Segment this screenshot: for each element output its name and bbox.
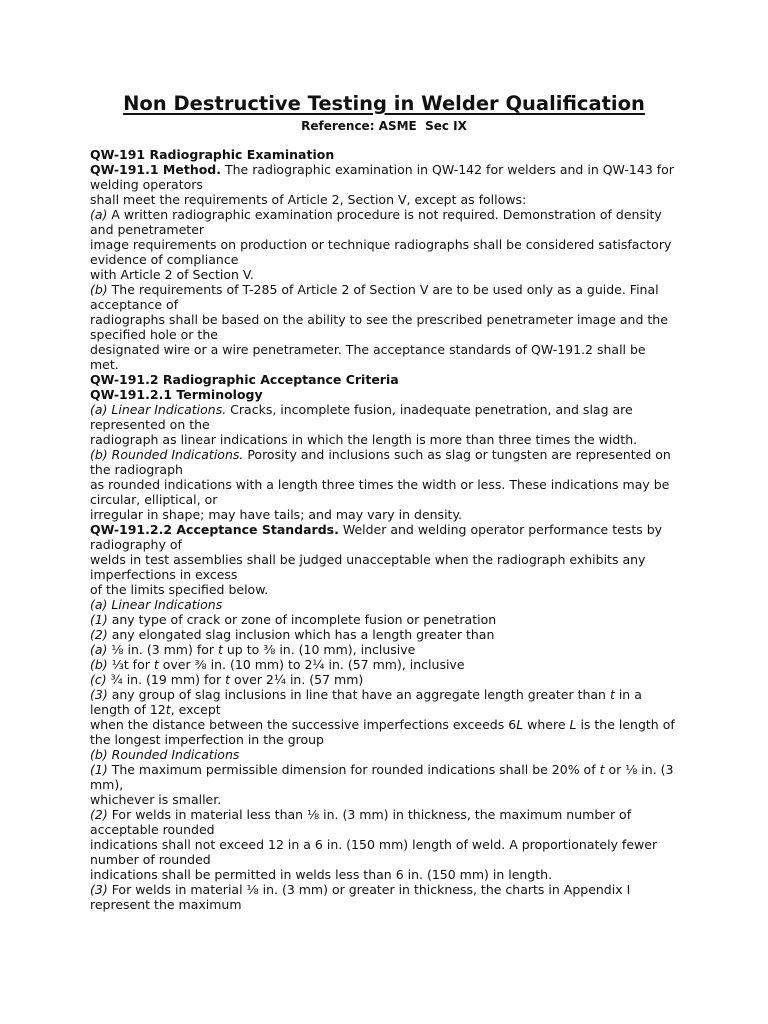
body-text: represent the maximum — [90, 897, 242, 912]
body-text: and penetrameter — [90, 222, 205, 237]
italic-text: (1) — [90, 612, 108, 627]
text-line — [90, 882, 690, 897]
text-line — [90, 717, 690, 732]
text-line — [90, 387, 690, 402]
text-line — [90, 567, 690, 582]
body-text: over 2¼ in. (57 mm) — [230, 672, 364, 687]
text-line — [90, 462, 690, 477]
body-text: For welds in material ⅛ in. (3 mm) or greater in thickness, the charts in Appendix I — [107, 882, 631, 897]
italic-text: t — [218, 642, 223, 657]
text-line — [90, 447, 690, 462]
text-line — [90, 522, 690, 537]
text-line — [90, 807, 690, 822]
body-text: over ⅜ in. (10 mm) to 2¼ in. (57 mm), inclusive — [158, 657, 465, 672]
italic-text: t — [225, 672, 231, 687]
body-text: The maximum permissible dimension for rounded indications shall be 20% of — [107, 762, 600, 777]
text-line — [90, 357, 690, 372]
text-line — [90, 612, 690, 627]
text-line — [90, 657, 690, 672]
italic-text: (2) — [90, 627, 108, 642]
body-text: shall meet the requirements of Article 2, Section V, except as follows: — [90, 192, 527, 207]
text-line — [90, 762, 690, 777]
text-line — [90, 837, 690, 852]
text-line — [90, 552, 690, 567]
document-body — [90, 147, 690, 912]
body-text: evidence of compliance — [90, 252, 239, 267]
text-line — [90, 402, 690, 417]
italic-text: L — [516, 717, 524, 732]
text-line — [90, 327, 690, 342]
text-line — [90, 777, 690, 792]
italic-text: (a) — [90, 207, 108, 222]
body-text: welding operators — [90, 177, 203, 192]
text-line — [90, 822, 690, 837]
italic-text: (b) — [90, 657, 108, 672]
body-text: For welds in material less than ⅛ in. (3 mm) in thickness, the maximum number of — [107, 807, 632, 822]
body-text: ⅛ in. (3 mm) for — [107, 642, 218, 657]
text-line — [90, 672, 690, 687]
body-text: where — [523, 717, 570, 732]
text-line — [90, 687, 690, 702]
text-line — [90, 582, 690, 597]
body-text: any type of crack or zone of incomplete fusion or penetration — [107, 612, 497, 627]
text-line — [90, 852, 690, 867]
text-line — [90, 177, 690, 192]
text-line — [90, 537, 690, 552]
text-line — [90, 627, 690, 642]
body-text: acceptable rounded — [90, 822, 215, 837]
text-line — [90, 732, 690, 747]
italic-text: (3) — [90, 882, 108, 897]
body-text: represented on the — [90, 417, 210, 432]
italic-text: (1) — [90, 762, 108, 777]
body-text: radiograph as linear indications in which the length is more than three times the width. — [90, 432, 638, 447]
body-text: acceptance of — [90, 297, 179, 312]
body-text: Porosity and inclusions such as slag or tungsten are represented on — [243, 447, 671, 462]
body-text: irregular in shape; may have tails; and may vary in density. — [90, 507, 463, 522]
body-text: indications shall be permitted in welds less than 6 in. (150 mm) in length. — [90, 867, 553, 882]
body-text: any elongated slag inclusion which has a length greater than — [107, 627, 495, 642]
italic-text: (a) — [90, 642, 108, 657]
body-text: , except — [170, 702, 221, 717]
body-text: welds in test assemblies shall be judged unacceptable when the radiograph exhibits any — [90, 552, 646, 567]
text-line — [90, 207, 690, 222]
text-line — [90, 747, 690, 762]
text-line — [90, 297, 690, 312]
text-line — [90, 642, 690, 657]
italic-text: (b) Rounded Indications — [90, 747, 240, 762]
text-line — [90, 372, 690, 387]
body-text: the radiograph — [90, 462, 183, 477]
text-line — [90, 792, 690, 807]
text-line — [90, 252, 690, 267]
body-text: designated wire or a wire penetrameter. The acceptance standards of QW-191.2 shall be — [90, 342, 646, 357]
body-text: any group of slag inclusions in line that have an aggregate length greater than — [107, 687, 610, 702]
body-text: met. — [90, 357, 119, 372]
body-text: whichever is smaller. — [90, 792, 222, 807]
heading-text: QW-191.2 Radiographic Acceptance Criteria — [90, 372, 399, 387]
body-text: Cracks, incomplete fusion, inadequate penetration, and slag are — [226, 402, 633, 417]
italic-text: t — [599, 762, 605, 777]
text-line — [90, 702, 690, 717]
body-text: in a — [614, 687, 642, 702]
heading-text: QW-191.2.1 Terminology — [90, 387, 263, 402]
body-text: with Article 2 of Section V. — [90, 267, 254, 282]
text-line — [90, 162, 690, 177]
heading-text: QW-191.2.2 Acceptance Standards. — [90, 522, 339, 537]
text-line — [90, 897, 690, 912]
italic-text: (a) Linear Indications. — [90, 402, 227, 417]
italic-text: t — [165, 702, 171, 717]
body-text: specified hole or the — [90, 327, 218, 342]
italic-text: (2) — [90, 807, 108, 822]
heading-text: QW-191 Radiographic Examination — [90, 147, 335, 162]
body-text: image requirements on production or technique radiographs shall be considered satisfactory — [90, 237, 672, 252]
body-text: imperfections in excess — [90, 567, 238, 582]
body-text: or ⅛ in. (3 — [604, 762, 674, 777]
text-line — [90, 597, 690, 612]
body-text: circular, elliptical, or — [90, 492, 218, 507]
text-line — [90, 282, 690, 297]
body-text: A written radiographic examination procedure is not required. Demonstration of density — [107, 207, 662, 222]
text-line — [90, 477, 690, 492]
body-text: up to ⅜ in. (10 mm), inclusive — [222, 642, 416, 657]
document-title: Non Destructive Testing in Welder Qualification — [123, 92, 645, 115]
text-line — [90, 237, 690, 252]
body-text: when the distance between the successive imperfections exceeds 6 — [90, 717, 517, 732]
body-text: mm), — [90, 777, 124, 792]
italic-text: L — [569, 717, 577, 732]
text-line — [90, 267, 690, 282]
body-text: as rounded indications with a length three times the width or less. These indications may be — [90, 477, 670, 492]
text-line — [90, 417, 690, 432]
heading-text: QW-191.1 Method. — [90, 162, 222, 177]
italic-text: t — [153, 657, 159, 672]
italic-text: t — [609, 687, 615, 702]
text-line — [90, 492, 690, 507]
italic-text: (a) Linear Indications — [90, 597, 223, 612]
text-line — [90, 432, 690, 447]
body-text: of the limits specified below. — [90, 582, 269, 597]
italic-text: (b) — [90, 282, 108, 297]
text-line — [90, 312, 690, 327]
text-line — [90, 192, 690, 207]
text-line — [90, 147, 690, 162]
body-text: length of 12 — [90, 702, 166, 717]
body-text: The radiographic examination in QW-142 for welders and in QW-143 for — [221, 162, 674, 177]
italic-text: (b) Rounded Indications. — [90, 447, 244, 462]
body-text: is the length of — [576, 717, 675, 732]
text-line — [90, 867, 690, 882]
body-text: Welder and welding operator performance tests by — [338, 522, 663, 537]
body-text: The requirements of T-285 of Article 2 of Section V are to be used only as a guide. Final — [107, 282, 659, 297]
document-reference: Reference: ASME Sec IX — [301, 119, 467, 133]
text-line — [90, 222, 690, 237]
body-text: indications shall not exceed 12 in a 6 in. (150 mm) length of weld. A proportionately fewer — [90, 837, 658, 852]
body-text: radiography of — [90, 537, 182, 552]
body-text: number of rounded — [90, 852, 211, 867]
text-line — [90, 507, 690, 522]
body-text: ⅓t for — [107, 657, 154, 672]
body-text: radiographs shall be based on the ability to see the prescribed penetrameter image and the — [90, 312, 668, 327]
body-text: the longest imperfection in the group — [90, 732, 324, 747]
text-line — [90, 342, 690, 357]
italic-text: (c) — [90, 672, 107, 687]
body-text: ¾ in. (19 mm) for — [106, 672, 226, 687]
italic-text: (3) — [90, 687, 108, 702]
